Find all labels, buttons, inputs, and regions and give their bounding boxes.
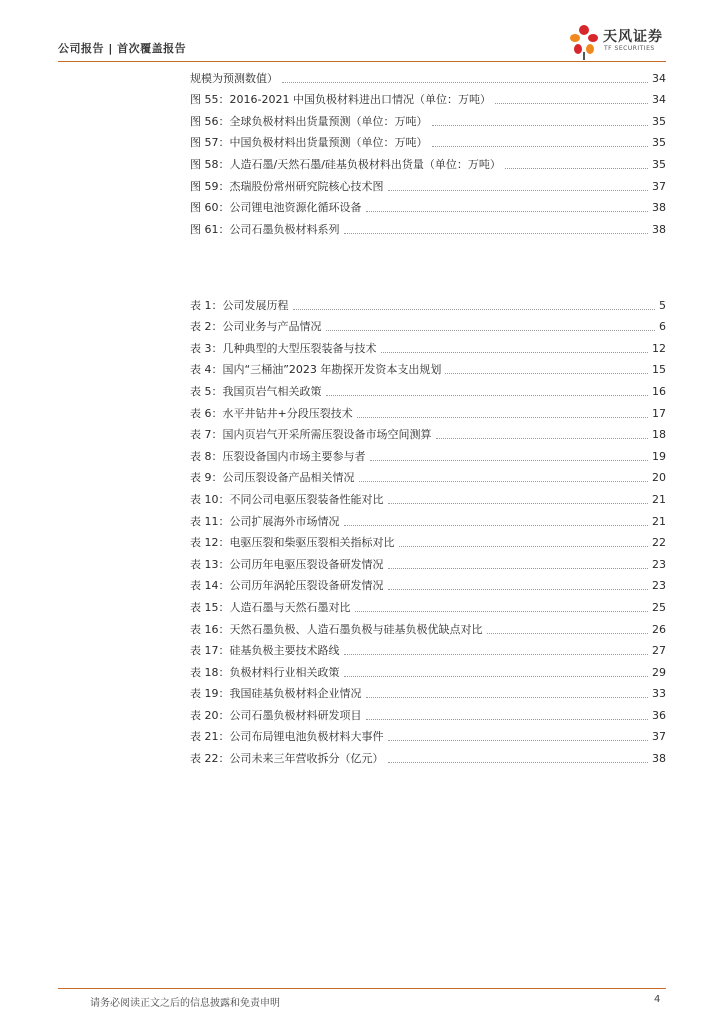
dot-leader (445, 373, 648, 374)
toc-entry-label: 表 13：公司历年电驱压裂设备研发情况 (190, 557, 384, 571)
table-index-entry[interactable] (190, 744, 666, 766)
toc-entry-label: 表 11：公司扩展海外市场情况 (190, 514, 340, 528)
dot-leader (282, 82, 648, 83)
toc-entry-label: 表 6：水平井钻井+分段压裂技术 (190, 406, 353, 420)
dot-leader (355, 611, 649, 612)
table-index-entry[interactable] (190, 701, 666, 723)
toc-entry-label: 表 16：天然石墨负极、人造石墨负极与硅基负极优缺点对比 (190, 622, 483, 636)
toc-entry-page: 16 (652, 384, 666, 398)
toc-entry-label: 图 58：人造石墨/天然石墨/硅基负极材料出货量（单位：万吨） (190, 157, 501, 171)
toc-entry-page: 5 (659, 298, 666, 312)
dot-leader (366, 697, 649, 698)
table-index-entry[interactable] (190, 442, 666, 464)
report-type-label: 公司报告 | 首次覆盖报告 (58, 42, 187, 55)
toc-entry-label: 表 18：负极材料行业相关政策 (190, 665, 340, 679)
dot-leader (344, 654, 649, 655)
tf-securities-logo (567, 22, 677, 62)
dot-leader (357, 417, 648, 418)
toc-entry-label: 表 1：公司发展历程 (190, 298, 289, 312)
dot-leader (399, 546, 649, 547)
figure-index-list (190, 64, 666, 237)
dot-leader (388, 762, 649, 763)
toc-entry-page: 25 (652, 600, 666, 614)
table-index-entry[interactable] (190, 615, 666, 637)
toc-entry-page: 17 (652, 406, 666, 420)
toc-entry-page: 18 (652, 428, 666, 442)
toc-entry-page: 19 (652, 449, 666, 463)
toc-entry-page: 37 (652, 730, 666, 744)
toc-entry-label: 表 14：公司历年涡轮压裂设备研发情况 (190, 579, 384, 593)
dot-leader (388, 190, 649, 191)
toc-entry-page: 26 (652, 622, 666, 636)
table-index-list (190, 291, 666, 766)
figure-index-entry[interactable] (190, 64, 666, 86)
dot-leader (388, 740, 649, 741)
table-index-entry[interactable] (190, 291, 666, 313)
toc-entry-label: 表 5：我国页岩气相关政策 (190, 384, 322, 398)
toc-entry-page: 34 (652, 93, 666, 107)
table-index-entry[interactable] (190, 399, 666, 421)
dot-leader (344, 525, 649, 526)
toc-entry-page: 37 (652, 179, 666, 193)
table-index-entry[interactable] (190, 658, 666, 680)
toc-entry-label: 表 3：几种典型的大型压裂装备与技术 (190, 341, 377, 355)
figure-index-entry[interactable] (190, 215, 666, 237)
toc-entry-page: 6 (659, 320, 666, 334)
table-index-entry[interactable] (190, 313, 666, 335)
figure-index-entry[interactable] (190, 172, 666, 194)
table-index-entry[interactable] (190, 593, 666, 615)
dot-leader (432, 125, 649, 126)
table-index-entry[interactable] (190, 637, 666, 659)
dot-leader (495, 103, 648, 104)
toc-entry-page: 12 (652, 341, 666, 355)
dot-leader (359, 481, 649, 482)
toc-entry-label: 表 8：压裂设备国内市场主要参与者 (190, 449, 366, 463)
toc-entry-page: 38 (652, 201, 666, 215)
logo-subtext: TF SECURITIES (604, 45, 655, 52)
figure-index-entry[interactable] (190, 150, 666, 172)
dot-leader (344, 233, 649, 234)
header-divider (58, 61, 666, 62)
dot-leader (388, 568, 649, 569)
toc-entry-page: 35 (652, 114, 666, 128)
toc-entry-page: 36 (652, 708, 666, 722)
toc-entry-label: 表 21：公司布局锂电池负极材料大事件 (190, 730, 384, 744)
toc-entry-label: 图 60：公司锂电池资源化循环设备 (190, 201, 362, 215)
dot-leader (293, 309, 656, 310)
footer-divider (58, 988, 666, 989)
dot-leader (436, 438, 649, 439)
dot-leader (370, 460, 649, 461)
table-index-entry[interactable] (190, 356, 666, 378)
toc-entry-label: 表 4：国内“三桶油”2023 年勘探开发资本支出规划 (190, 363, 442, 377)
table-index-entry[interactable] (190, 507, 666, 529)
table-index-entry[interactable] (190, 464, 666, 486)
toc-entry-page: 23 (652, 557, 666, 571)
toc-entry-label: 表 20：公司石墨负极材料研发项目 (190, 708, 362, 722)
toc-entry-label: 表 2：公司业务与产品情况 (190, 320, 322, 334)
toc-entry-label: 图 61：公司石墨负极材料系列 (190, 222, 340, 236)
figure-index-entry[interactable] (190, 86, 666, 108)
toc-entry-page: 23 (652, 579, 666, 593)
toc-entry-label: 表 7：国内页岩气开采所需压裂设备市场空间测算 (190, 428, 432, 442)
toc-entry-label: 表 9：公司压裂设备产品相关情况 (190, 471, 355, 485)
dot-leader (326, 330, 656, 331)
dot-leader (487, 633, 649, 634)
toc-entry-page: 27 (652, 644, 666, 658)
toc-entry-page: 22 (652, 536, 666, 550)
logo-text: 天风证券 (603, 29, 663, 45)
page-number: 4 (654, 994, 661, 1005)
figure-index-entry[interactable] (190, 107, 666, 129)
figure-index-entry[interactable] (190, 194, 666, 216)
dot-leader (326, 395, 649, 396)
table-index-entry[interactable] (190, 421, 666, 443)
logo-flower-icon (567, 22, 601, 62)
table-index-entry[interactable] (190, 723, 666, 745)
toc-entry-label: 表 10：不同公司电驱压裂装备性能对比 (190, 492, 384, 506)
dot-leader (366, 211, 649, 212)
toc-entry-page: 29 (652, 665, 666, 679)
toc-entry-label: 图 59：杰瑞股份常州研究院核心技术图 (190, 179, 384, 193)
toc-entry-label: 图 56：全球负极材料出货量预测（单位：万吨） (190, 114, 428, 128)
toc-entry-page: 38 (652, 752, 666, 766)
toc-entry-label: 表 17：硅基负极主要技术路线 (190, 644, 340, 658)
toc-entry-label: 图 55：2016-2021 中国负极材料进出口情况（单位：万吨） (190, 93, 491, 107)
dot-leader (381, 352, 649, 353)
toc-entry-page: 20 (652, 471, 666, 485)
toc-entry-label: 表 19：我国硅基负极材料企业情况 (190, 687, 362, 701)
toc-entry-label: 图 57：中国负极材料出货量预测（单位：万吨） (190, 136, 428, 150)
table-index-entry[interactable] (190, 485, 666, 507)
dot-leader (388, 589, 649, 590)
toc-entry-label: 表 15：人造石墨与天然石墨对比 (190, 600, 351, 614)
table-index-entry[interactable] (190, 334, 666, 356)
toc-entry-page: 34 (652, 71, 666, 85)
dot-leader (432, 146, 649, 147)
table-index-entry[interactable] (190, 572, 666, 594)
table-index-entry[interactable] (190, 377, 666, 399)
dot-leader (505, 168, 648, 169)
toc-entry-label: 表 22：公司未来三年营收拆分（亿元） (190, 752, 384, 766)
dot-leader (388, 503, 649, 504)
toc-entry-page: 15 (652, 363, 666, 377)
toc-entry-label: 表 12：电驱压裂和柴驱压裂相关指标对比 (190, 536, 395, 550)
dot-leader (344, 676, 649, 677)
toc-entry-page: 21 (652, 492, 666, 506)
toc-entry-page: 35 (652, 136, 666, 150)
dot-leader (366, 719, 649, 720)
footer-disclaimer: 请务必阅读正文之后的信息披露和免责申明 (90, 998, 280, 1009)
toc-entry-page: 38 (652, 222, 666, 236)
figure-index-entry[interactable] (190, 129, 666, 151)
toc-entry-page: 33 (652, 687, 666, 701)
toc-entry-label: 规模为预测数值） (190, 71, 278, 85)
table-index-entry[interactable] (190, 550, 666, 572)
table-index-entry[interactable] (190, 680, 666, 702)
toc-entry-page: 35 (652, 157, 666, 171)
toc-entry-page: 21 (652, 514, 666, 528)
table-index-entry[interactable] (190, 529, 666, 551)
